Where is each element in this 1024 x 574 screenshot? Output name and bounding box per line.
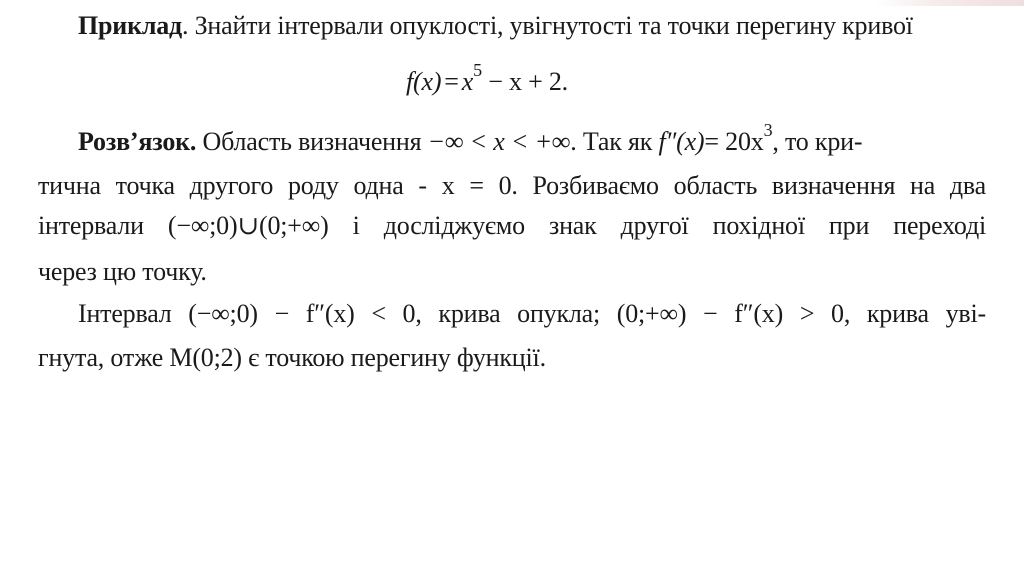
solution-line-1 [78, 120, 863, 160]
function-formula [406, 60, 568, 100]
solution-line-2: тична точка другого роду одна - x = 0. Розбиваємо область визначення на два [38, 171, 986, 200]
corner-decoration [874, 0, 1024, 6]
formula-rest: − x + 2. [488, 67, 568, 96]
example-heading [78, 8, 913, 44]
domain-expression: −∞ < x < +∞ [427, 127, 571, 156]
second-derivative: f″(x) [658, 127, 705, 156]
since-text: . Так як [570, 127, 653, 156]
line-1-end: , то кри- [772, 127, 863, 156]
derivative-exponent: 3 [763, 120, 773, 141]
solution-line-4: через цю точку. [38, 257, 207, 286]
formula-eq: = [444, 67, 459, 96]
formula-exponent: 5 [473, 60, 482, 81]
conclusion-line-1: Інтервал (−∞;0) − f″(x) < 0, крива опукла; (0;+∞) − f″(x) > 0, крива уві- [78, 299, 986, 328]
formula-base: x [461, 67, 474, 96]
derivative-value: = 20x [704, 127, 764, 156]
conclusion-line-2: гнута, отже M(0;2) є точкою перегину функції. [38, 343, 546, 372]
example-statement: . Знайти інтервали опуклості, увігнутості та точки перегину кривої [181, 11, 913, 40]
example-label: Приклад [78, 11, 182, 40]
domain-text: Область визначення [202, 127, 422, 156]
formula-lhs: f(x) [406, 67, 442, 96]
solution-line-3: інтервали (−∞;0)∪(0;+∞) і досліджуємо знак другої похідної при переході [38, 211, 986, 240]
solution-label: Розв’язок. [78, 127, 197, 156]
